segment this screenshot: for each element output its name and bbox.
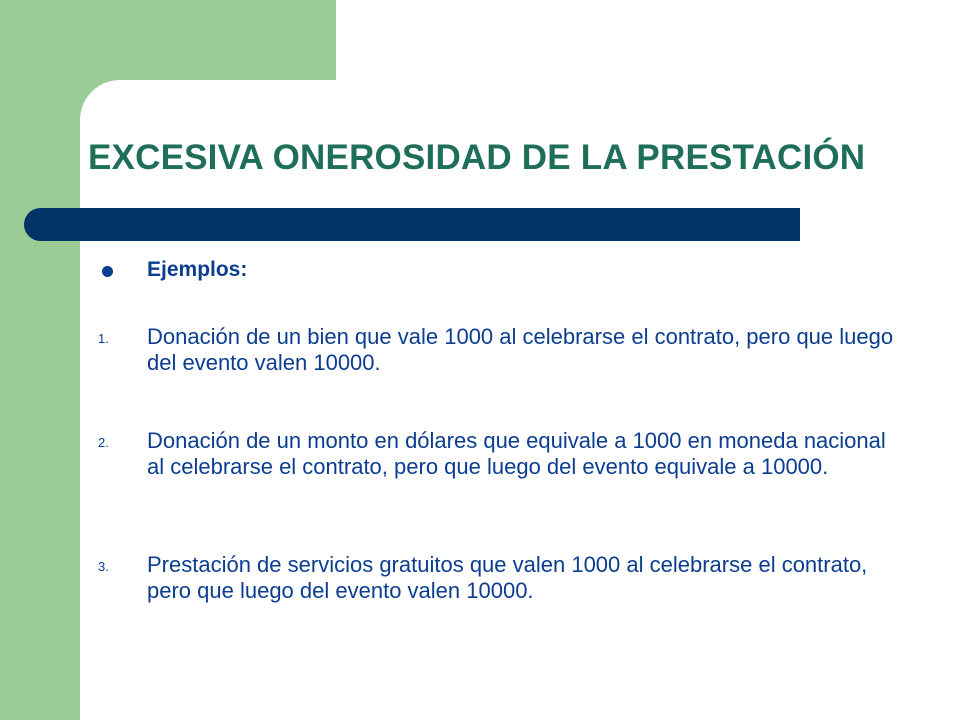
list-item-text: Prestación de servicios gratuitos que valen 1000 al celebrarse el contrato, pero que luego del evento valen 10000. bbox=[147, 552, 868, 603]
list-item-number: 3. bbox=[98, 559, 109, 574]
slide-title: EXCESIVA ONEROSIDAD DE LA PRESTACIÓN bbox=[88, 138, 866, 177]
examples-heading: Ejemplos: bbox=[147, 258, 248, 281]
list-item-number: 1. bbox=[98, 331, 109, 346]
title-underline-bar bbox=[24, 208, 800, 241]
list-item-text: Donación de un monto en dólares que equivale a 1000 en moneda nacional al celebrarse el contrato, pero que luego del evento equivale a 10000. bbox=[147, 428, 886, 479]
bullet-dot-icon bbox=[102, 266, 113, 277]
list-item-text: Donación de un bien que vale 1000 al celebrarse el contrato, pero que luego del evento valen 10000. bbox=[147, 324, 894, 375]
list-item-number: 2. bbox=[98, 435, 109, 450]
